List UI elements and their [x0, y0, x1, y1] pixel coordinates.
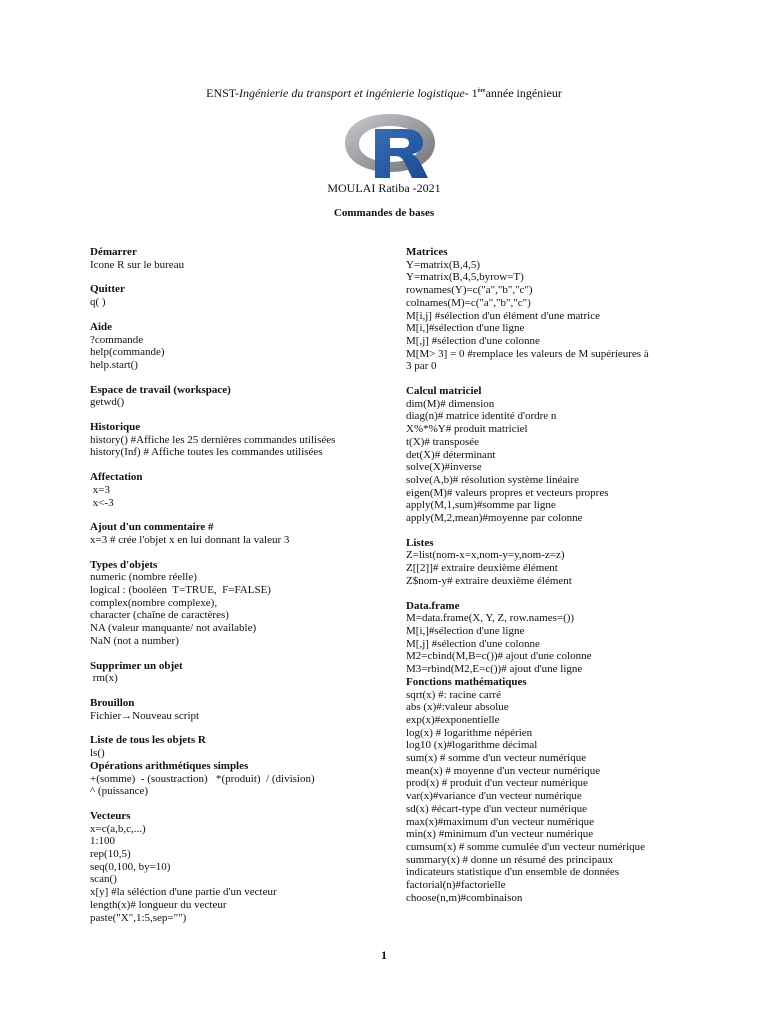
command-line: log(x) # logarithme népérien — [406, 726, 533, 739]
section-heading: Fonctions mathématiques — [406, 675, 527, 688]
command-line: M[i,]#sélection d'une ligne — [406, 322, 525, 335]
section-espace-de-travail-workspace — [90, 384, 390, 409]
command-line: M=data.frame(X, Y, Z, row.names=()) — [406, 612, 575, 625]
command-line: length(x)# longueur du vecteur — [90, 898, 227, 911]
command-line: sd(x) #écart-type d'un vecteur numérique — [406, 802, 587, 815]
section-historique — [90, 421, 390, 459]
command-line: Z=list(nom-x=x,nom-y=y,nom-z=z) — [406, 549, 565, 562]
command-line: M[,j] #sélection d'une colonne — [406, 637, 540, 650]
command-line: Fichier→Nouveau script — [90, 709, 200, 722]
header-year-number: 1 — [468, 86, 478, 100]
command-line: min(x) #minimum d'un vecteur numérique — [406, 828, 594, 841]
section-operations-arithmetiques-simples — [90, 760, 390, 798]
section-heading: Affectation — [90, 471, 143, 484]
right-column — [406, 246, 674, 916]
command-line: rep(10,5) — [90, 848, 131, 861]
command-line: diag(n)# matrice identité d'ordre n — [406, 410, 557, 423]
section-heading: Data.frame — [406, 599, 460, 612]
command-line: factorial(n)#factorielle — [406, 879, 506, 892]
command-line: q( ) — [90, 296, 106, 309]
command-line: Y=matrix(B,4,5,byrow=T) — [406, 271, 524, 284]
section-heading: Calcul matriciel — [406, 385, 482, 398]
section-heading: Démarrer — [90, 246, 137, 258]
command-line: +(somme) - (soustraction) *(produit) / (division) — [90, 772, 315, 785]
command-line: x<-3 — [90, 496, 114, 509]
command-line: abs (x)#:valeur absolue — [406, 701, 509, 714]
command-line: rm(x) — [90, 672, 118, 685]
command-line: M3=rbind(M2,E=c())# ajout d'une ligne — [406, 663, 583, 676]
document-header — [0, 86, 768, 101]
command-line: ?commande — [90, 333, 144, 346]
section-heading: Vecteurs — [90, 809, 131, 822]
command-line: rownames(Y)=c("a","b","c") — [406, 284, 533, 297]
section-listes — [406, 537, 674, 588]
page-number: 1 — [381, 948, 387, 962]
section-quitter — [90, 283, 390, 308]
section-affectation — [90, 471, 390, 509]
section-heading: Brouillon — [90, 696, 135, 709]
section-heading: Historique — [90, 421, 141, 434]
command-line: var(x)#variance d'un vecteur numérique — [406, 790, 582, 803]
command-line: getwd() — [90, 396, 125, 409]
section-heading: Types d'objets — [90, 558, 158, 571]
command-line: exp(x)#exponentielle — [406, 713, 500, 726]
command-line: seq(0,100, by=10) — [90, 860, 171, 873]
command-line: history() #Affiche les 25 dernières commandes utilisées — [90, 433, 336, 446]
section-heading: Opérations arithmétiques simples — [90, 759, 249, 772]
command-line: prod(x) # produit d'un vecteur numérique — [406, 777, 588, 790]
command-line: solve(A,b)# résolution système linéaire — [406, 473, 579, 486]
command-line: M[,j] #sélection d'une colonne — [406, 334, 540, 347]
command-line: max(x)#maximum d'un vecteur numérique — [406, 815, 595, 828]
section-heading: Matrices — [406, 246, 448, 258]
command-line: M2=cbind(M,B=c())# ajout d'une colonne — [406, 650, 592, 663]
section-vecteurs — [90, 810, 390, 924]
section-aide — [90, 321, 390, 372]
r-logo-icon — [343, 112, 437, 180]
left-column — [90, 246, 390, 936]
command-line: sum(x) # somme d'un vecteur numérique — [406, 752, 587, 765]
command-line: paste("X",1:5,sep="") — [90, 911, 187, 924]
command-line: character (chaîne de caractères) — [90, 609, 229, 622]
command-line: eigen(M)# valeurs propres et vecteurs propres — [406, 486, 609, 499]
header-prefix: ENST- — [206, 86, 240, 100]
section-heading: Supprimer un objet — [90, 659, 183, 672]
section-brouillon — [90, 697, 390, 722]
section-heading: Espace de travail (workspace) — [90, 383, 231, 396]
header-suffix: année ingénieur — [485, 86, 562, 100]
command-line: solve(X)#inverse — [406, 461, 482, 474]
command-line: 3 par 0 — [406, 360, 437, 373]
command-line: NaN (not a number) — [90, 634, 179, 647]
command-line: complex(nombre complexe), — [90, 596, 218, 609]
command-line: help.start() — [90, 358, 138, 371]
command-line: M[M> 3] = 0 #remplace les valeurs de M supérieures à — [406, 347, 649, 360]
command-line: x=3 — [90, 483, 110, 496]
command-line: Icone R sur le bureau — [90, 258, 185, 271]
section-heading: Aide — [90, 320, 112, 333]
command-line: help(commande) — [90, 346, 165, 359]
command-line: sqrt(x) #: racine carré — [406, 688, 501, 701]
section-heading: Quitter — [90, 283, 125, 296]
header-course-title: Ingénierie du transport et ingénierie logistique- — [239, 86, 469, 100]
command-line: apply(M,2,mean)#moyenne par colonne — [406, 512, 583, 525]
command-line: x=3 # crée l'objet x en lui donnant la valeur 3 — [90, 533, 290, 546]
section-types-d-objets — [90, 559, 390, 648]
command-line: apply(M,1,sum)#somme par ligne — [406, 499, 556, 512]
command-line: cumsum(x) # somme cumulée d'un vecteur numérique — [406, 840, 646, 853]
command-line: M[i,j] #sélection d'un élément d'une matrice — [406, 309, 600, 322]
section-heading: Ajout d'un commentaire # — [90, 521, 214, 534]
command-line: x[y] #la séléction d'une partie d'un vecteur — [90, 886, 277, 899]
command-line: dim(M)# dimension — [406, 397, 495, 410]
command-line: ^ (puissance) — [90, 785, 149, 798]
section-demarrer — [90, 246, 390, 271]
command-line: colnames(M)=c("a","b","c") — [406, 296, 531, 309]
command-line: 1:100 — [90, 835, 116, 848]
command-line: X%*%Y# produit matriciel — [406, 423, 528, 436]
command-line: t(X)# transposée — [406, 435, 480, 448]
command-line: logical : (booléen T=TRUE, F=FALSE) — [90, 584, 271, 597]
command-line: Y=matrix(B,4,5) — [406, 258, 481, 271]
command-line: choose(n,m)#combinaison — [406, 891, 523, 904]
section-supprimer-un-objet — [90, 660, 390, 685]
command-line: scan() — [90, 873, 117, 886]
section-fonctions-mathematiques — [406, 676, 674, 905]
command-line: Z$nom-y# extraire deuxième élément — [406, 574, 572, 587]
command-line: Z[[2]]# extraire deuxième élément — [406, 562, 558, 575]
section-liste-de-tous-les-objets-r — [90, 734, 390, 759]
section-heading: Listes — [406, 536, 434, 549]
header-year-superscript: ère — [477, 88, 486, 94]
command-line: numeric (nombre réelle) — [90, 571, 197, 584]
section-heading: Liste de tous les objets R — [90, 734, 206, 747]
section-calcul-matriciel — [406, 385, 674, 525]
command-line: mean(x) # moyenne d'un vecteur numérique — [406, 764, 601, 777]
command-line: ls() — [90, 747, 105, 760]
section-matrices — [406, 246, 674, 373]
command-line: log10 (x)#logarithme décimal — [406, 739, 538, 752]
section-data-frame — [406, 600, 674, 676]
command-line: x=c(a,b,c,...) — [90, 822, 146, 835]
command-line: summary(x) # donne un résumé des principaux — [406, 853, 614, 866]
command-line: det(X)# déterminant — [406, 448, 496, 461]
command-line: M[i,]#sélection d'une ligne — [406, 624, 525, 637]
command-line: history(Inf) # Affiche toutes les commandes utilisées — [90, 446, 323, 459]
command-line: NA (valeur manquante/ not available) — [90, 622, 257, 635]
section-ajout-d-un-commentaire — [90, 521, 390, 546]
author-line: MOULAI Ratiba -2021 — [327, 181, 441, 195]
command-line: indicateurs statistique d'un ensemble de données — [406, 866, 620, 879]
page-title: Commandes de bases — [333, 207, 435, 219]
